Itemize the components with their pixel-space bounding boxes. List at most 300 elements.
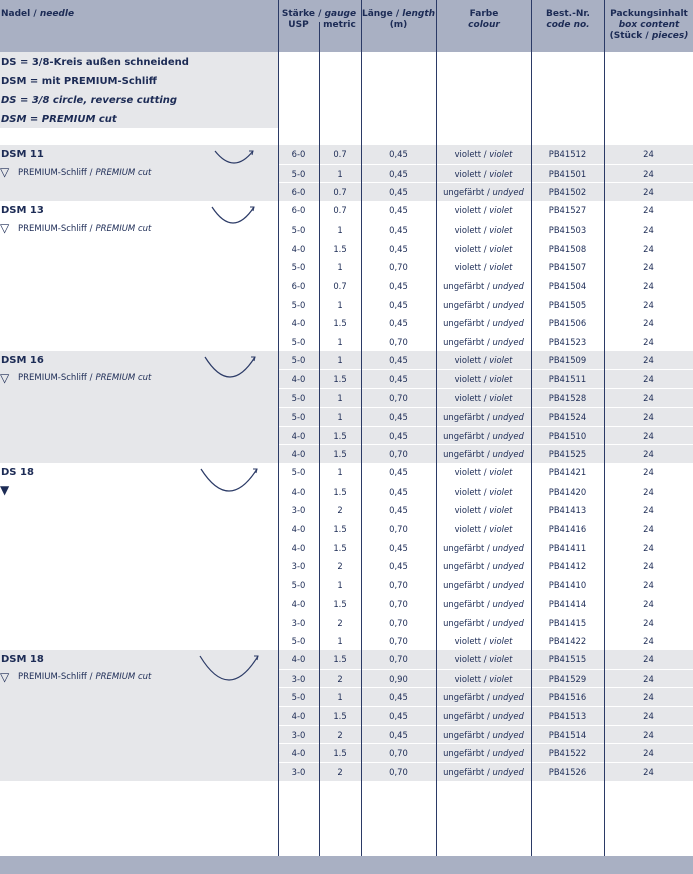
box-content-cell: 24: [643, 149, 654, 159]
legend-line: DSM = PREMIUM cut: [1, 114, 117, 125]
usp-cell: 4-0: [291, 243, 306, 254]
code-cell: PB41510: [548, 430, 587, 441]
needle-subtitle: [0, 483, 14, 497]
colour-separator: /: [484, 411, 493, 422]
table-row: [278, 276, 693, 295]
box-content-cell: 24: [643, 653, 654, 664]
colour-separator: /: [481, 466, 490, 477]
usp-cell: 5-0: [291, 299, 306, 310]
length-cell: 0,45: [389, 711, 408, 721]
colour-en: undyed: [492, 692, 524, 703]
colour-de: violett: [454, 262, 482, 273]
colour-separator: /: [481, 262, 490, 273]
table-row: [278, 594, 693, 613]
table-row: [278, 257, 693, 276]
needle-subtitle-de: PREMIUM-Schliff /: [18, 373, 93, 384]
colour-de: ungefärbt: [443, 748, 485, 759]
needle-name: DS 18: [1, 466, 34, 478]
colour-de: ungefärbt: [443, 580, 485, 591]
length-cell: 0,45: [389, 354, 408, 365]
colour-de: violett: [454, 168, 482, 179]
length-cell: 0,70: [389, 449, 408, 460]
table-row: [278, 426, 693, 445]
box-content-cell: 24: [643, 466, 654, 477]
usp-cell: 3-0: [291, 729, 306, 740]
colour-separator: /: [481, 205, 490, 216]
code-cell: PB41420: [548, 486, 587, 497]
usp-cell: 4-0: [291, 598, 306, 609]
colour-cell: [436, 670, 531, 689]
code-cell: PB41416: [548, 524, 587, 534]
colour-cell: [436, 483, 531, 502]
colour-cell: [436, 183, 531, 202]
metric-cell: 0.7: [333, 187, 347, 198]
code-cell: PB41516: [548, 692, 587, 703]
column-divider: [531, 0, 532, 856]
colour-cell: [436, 688, 531, 707]
colour-separator: /: [481, 374, 490, 385]
colour-de: ungefärbt: [443, 542, 485, 553]
colour-separator: /: [481, 486, 490, 497]
length-cell: 0,70: [389, 580, 408, 591]
colour-separator: /: [481, 224, 490, 235]
colour-separator: /: [484, 598, 493, 609]
code-cell: PB41523: [548, 337, 587, 347]
metric-cell: 1: [337, 354, 343, 365]
colour-cell: [436, 632, 531, 651]
code-cell: PB41503: [548, 224, 587, 235]
usp-cell: 5-0: [291, 168, 306, 179]
table-row: [278, 613, 693, 632]
colour-de: ungefärbt: [443, 767, 485, 778]
table-row: [278, 239, 693, 258]
box-content-cell: 24: [643, 205, 654, 216]
colour-de: ungefärbt: [443, 561, 485, 572]
colour-separator: /: [484, 748, 493, 759]
code-cell: PB41524: [548, 411, 587, 422]
metric-cell: 1: [337, 224, 343, 235]
table-row: [278, 556, 693, 575]
metric-cell: 1.5: [333, 243, 347, 254]
length-cell: 0,70: [389, 598, 408, 609]
header-length: Länge / length (m): [361, 9, 436, 30]
needle-arc-icon: [199, 467, 259, 495]
table-row: [278, 706, 693, 725]
table-row: [278, 351, 693, 370]
colour-en: violet: [489, 205, 513, 216]
length-cell: 0,45: [389, 729, 408, 740]
colour-cell: [436, 296, 531, 315]
colour-de: violett: [454, 524, 482, 534]
colour-en: violet: [489, 486, 513, 497]
colour-en: violet: [489, 243, 513, 254]
table-row: [278, 444, 693, 463]
code-cell: PB41414: [548, 598, 587, 609]
colour-en: undyed: [492, 430, 524, 441]
usp-cell: 3-0: [291, 767, 306, 778]
colour-en: undyed: [492, 280, 524, 291]
box-content-cell: 24: [643, 561, 654, 572]
box-content-cell: 24: [643, 299, 654, 310]
usp-cell: 3-0: [291, 561, 306, 572]
usp-cell: 3-0: [291, 617, 306, 628]
header-box-content: Packungsinhalt box content (Stück / pieces): [609, 9, 689, 41]
metric-cell: 2: [337, 729, 343, 740]
colour-cell: [436, 576, 531, 595]
length-cell: 0,70: [389, 767, 408, 778]
box-content-cell: 24: [643, 729, 654, 740]
metric-cell: 2: [337, 673, 343, 684]
usp-cell: 4-0: [291, 542, 306, 553]
colour-de: violett: [454, 393, 482, 404]
usp-cell: 4-0: [291, 430, 306, 441]
usp-cell: 5-0: [291, 224, 306, 235]
box-content-cell: 24: [643, 168, 654, 179]
code-cell: PB41515: [548, 653, 587, 664]
colour-de: ungefärbt: [443, 299, 485, 310]
box-content-cell: 24: [643, 243, 654, 254]
colour-en: violet: [489, 653, 513, 664]
needle-name: DSM 18: [1, 653, 44, 665]
usp-cell: 5-0: [291, 337, 306, 347]
box-content-cell: 24: [643, 542, 654, 553]
code-cell: PB41501: [548, 168, 587, 179]
box-content-cell: 24: [643, 580, 654, 591]
metric-cell: 1: [337, 299, 343, 310]
colour-de: violett: [454, 505, 482, 516]
length-cell: 0,45: [389, 466, 408, 477]
code-cell: PB41412: [548, 561, 587, 572]
colour-de: ungefärbt: [443, 449, 485, 460]
table-row: [278, 220, 693, 239]
colour-de: ungefärbt: [443, 280, 485, 291]
box-content-cell: 24: [643, 280, 654, 291]
code-cell: PB41522: [548, 748, 587, 759]
colour-cell: [436, 258, 531, 277]
length-cell: 0,45: [389, 280, 408, 291]
length-cell: 0,45: [389, 411, 408, 422]
code-cell: PB41505: [548, 299, 587, 310]
colour-separator: /: [484, 542, 493, 553]
colour-separator: /: [481, 168, 490, 179]
table-row: [278, 725, 693, 744]
box-content-cell: 24: [643, 411, 654, 422]
metric-cell: 2: [337, 561, 343, 572]
colour-de: violett: [454, 636, 482, 647]
colour-en: violet: [489, 505, 513, 516]
colour-separator: /: [481, 524, 490, 534]
table-row: [278, 575, 693, 594]
length-cell: 0,45: [389, 561, 408, 572]
triangle-icon: ▽: [0, 221, 10, 236]
usp-cell: 5-0: [291, 636, 306, 647]
code-cell: PB41509: [548, 354, 587, 365]
code-cell: PB41528: [548, 393, 587, 404]
colour-cell: [436, 351, 531, 370]
metric-cell: 1: [337, 636, 343, 647]
metric-cell: 1.5: [333, 430, 347, 441]
colour-cell: [436, 539, 531, 558]
box-content-cell: 24: [643, 486, 654, 497]
table-row: [278, 762, 693, 781]
box-content-cell: 24: [643, 430, 654, 441]
box-content-cell: 24: [643, 354, 654, 365]
code-cell: PB41511: [548, 374, 587, 385]
colour-en: violet: [489, 149, 513, 159]
colour-cell: [436, 726, 531, 745]
length-cell: 0,45: [389, 224, 408, 235]
colour-separator: /: [484, 280, 493, 291]
colour-de: ungefärbt: [443, 598, 485, 609]
needle-name: DSM 16: [1, 354, 44, 366]
needle-subtitle: [0, 371, 151, 385]
needle-arc-icon: [198, 654, 260, 684]
colour-de: violett: [454, 224, 482, 235]
colour-de: ungefärbt: [443, 617, 485, 628]
legend-line: DSM = mit PREMIUM-Schliff: [1, 76, 157, 87]
header-needle: Nadel / needle: [1, 9, 75, 19]
length-cell: 0,45: [389, 430, 408, 441]
table-row: [278, 407, 693, 426]
colour-cell: [436, 445, 531, 464]
usp-cell: 5-0: [291, 411, 306, 422]
colour-de: ungefärbt: [443, 711, 485, 721]
usp-cell: 4-0: [291, 653, 306, 664]
usp-cell: 5-0: [291, 262, 306, 273]
colour-cell: [436, 650, 531, 669]
usp-cell: 4-0: [291, 486, 306, 497]
length-cell: 0,45: [389, 299, 408, 310]
length-cell: 0,45: [389, 187, 408, 198]
usp-cell: 5-0: [291, 466, 306, 477]
legend-line: DS = 3/8-Kreis außen schneidend: [1, 57, 189, 68]
box-content-cell: 24: [643, 617, 654, 628]
colour-en: undyed: [492, 337, 524, 347]
triangle-icon: ▽: [0, 165, 10, 179]
length-cell: 0,45: [389, 542, 408, 553]
length-cell: 0,45: [389, 149, 408, 159]
colour-en: violet: [489, 354, 513, 365]
table-row: [278, 182, 693, 201]
needle-arc-icon: [210, 205, 256, 227]
usp-cell: 3-0: [291, 505, 306, 516]
metric-cell: 2: [337, 767, 343, 778]
colour-en: undyed: [492, 767, 524, 778]
colour-cell: [436, 463, 531, 482]
needle-subtitle: [0, 165, 151, 179]
header-gauge: Stärke / gauge USP metric: [281, 9, 357, 30]
colour-en: undyed: [492, 542, 524, 553]
colour-en: violet: [489, 524, 513, 534]
colour-separator: /: [481, 673, 490, 684]
code-cell: PB41507: [548, 262, 587, 273]
needle-name: DSM 11: [1, 149, 44, 160]
needle-subtitle-de: PREMIUM-Schliff /: [18, 672, 93, 683]
box-content-cell: 24: [643, 767, 654, 778]
triangle-icon: ▽: [0, 370, 10, 385]
colour-separator: /: [484, 617, 493, 628]
metric-cell: 1: [337, 411, 343, 422]
colour-separator: /: [484, 767, 493, 778]
table-row: [278, 650, 693, 669]
metric-cell: 2: [337, 505, 343, 516]
metric-cell: 1.5: [333, 653, 347, 664]
metric-cell: 1.5: [333, 374, 347, 385]
colour-de: violett: [454, 205, 482, 216]
code-cell: PB41514: [548, 729, 587, 740]
colour-en: violet: [489, 224, 513, 235]
length-cell: 0,70: [389, 262, 408, 273]
needle-subtitle-en: PREMIUM cut: [95, 167, 152, 178]
code-cell: PB41410: [548, 580, 587, 591]
box-content-cell: 24: [643, 374, 654, 385]
colour-cell: [436, 277, 531, 296]
colour-en: violet: [489, 168, 513, 179]
length-cell: 0,45: [389, 374, 408, 385]
metric-cell: 1.5: [333, 711, 347, 721]
colour-cell: [436, 145, 531, 164]
colour-en: violet: [489, 262, 513, 273]
box-content-cell: 24: [643, 393, 654, 404]
colour-separator: /: [484, 449, 493, 460]
colour-separator: /: [481, 393, 490, 404]
length-cell: 0,70: [389, 393, 408, 404]
colour-separator: /: [484, 318, 493, 329]
box-content-cell: 24: [643, 337, 654, 347]
needle-name: DSM 13: [1, 205, 44, 217]
usp-cell: 4-0: [291, 711, 306, 721]
length-cell: 0,45: [389, 486, 408, 497]
colour-separator: /: [484, 187, 493, 198]
colour-de: ungefärbt: [443, 692, 485, 703]
colour-en: violet: [489, 393, 513, 404]
needle-subtitle: [0, 221, 151, 235]
usp-cell: 5-0: [291, 580, 306, 591]
table-row: [278, 687, 693, 706]
colour-de: violett: [454, 354, 482, 365]
length-cell: 0,90: [389, 673, 408, 684]
usp-cell: 4-0: [291, 318, 306, 329]
box-content-cell: 24: [643, 318, 654, 329]
box-content-cell: 24: [643, 505, 654, 516]
colour-cell: [436, 501, 531, 520]
colour-de: violett: [454, 653, 482, 664]
metric-cell: 1.5: [333, 318, 347, 329]
colour-de: violett: [454, 243, 482, 254]
length-cell: 0,45: [389, 505, 408, 516]
length-cell: 0,70: [389, 337, 408, 347]
metric-cell: 1: [337, 692, 343, 703]
colour-de: violett: [454, 149, 482, 159]
needle-subtitle-de: PREMIUM-Schliff /: [18, 223, 93, 234]
metric-cell: 1.5: [333, 542, 347, 553]
colour-en: undyed: [492, 299, 524, 310]
colour-separator: /: [481, 653, 490, 664]
colour-cell: [436, 614, 531, 633]
colour-en: undyed: [492, 318, 524, 329]
colour-en: violet: [489, 466, 513, 477]
needle-subtitle-de: PREMIUM-Schliff /: [18, 167, 93, 178]
column-divider: [436, 0, 437, 856]
usp-cell: 4-0: [291, 374, 306, 385]
colour-en: undyed: [492, 617, 524, 628]
metric-cell: 0.7: [333, 149, 347, 159]
metric-cell: 1.5: [333, 486, 347, 497]
colour-en: undyed: [492, 187, 524, 198]
colour-cell: [436, 744, 531, 763]
colour-de: ungefärbt: [443, 729, 485, 740]
colour-en: violet: [489, 673, 513, 684]
length-cell: 0,70: [389, 653, 408, 664]
table-row: [278, 482, 693, 501]
colour-separator: /: [484, 729, 493, 740]
colour-en: undyed: [492, 729, 524, 740]
colour-cell: [436, 408, 531, 427]
code-cell: PB41415: [548, 617, 587, 628]
header-code: Best.-Nr. code no.: [546, 9, 590, 30]
box-content-cell: 24: [643, 449, 654, 460]
table-row: [278, 631, 693, 650]
metric-cell: 0.7: [333, 280, 347, 291]
colour-cell: [436, 314, 531, 333]
code-cell: PB41413: [548, 505, 587, 516]
metric-cell: 1: [337, 580, 343, 591]
colour-en: undyed: [492, 449, 524, 460]
table-row: [278, 500, 693, 519]
table-row: [278, 201, 693, 220]
colour-de: violett: [454, 466, 482, 477]
colour-de: ungefärbt: [443, 337, 485, 347]
colour-separator: /: [484, 299, 493, 310]
header-colour: Farbe colour: [468, 9, 500, 30]
legend-box: [0, 52, 278, 128]
colour-separator: /: [481, 354, 490, 365]
table-row: [278, 538, 693, 557]
metric-cell: 0.7: [333, 205, 347, 216]
colour-separator: /: [484, 337, 493, 347]
colour-en: undyed: [492, 748, 524, 759]
colour-cell: [436, 221, 531, 240]
metric-cell: 1: [337, 262, 343, 273]
needle-arc-icon: [213, 149, 255, 167]
colour-de: violett: [454, 374, 482, 385]
code-cell: PB41526: [548, 767, 587, 778]
usp-cell: 6-0: [291, 205, 306, 216]
table-row: [278, 332, 693, 351]
metric-cell: 2: [337, 617, 343, 628]
box-content-cell: 24: [643, 692, 654, 703]
colour-en: undyed: [492, 598, 524, 609]
usp-cell: 6-0: [291, 280, 306, 291]
colour-en: violet: [489, 374, 513, 385]
code-cell: PB41529: [548, 673, 587, 684]
colour-en: undyed: [492, 580, 524, 591]
needle-subtitle: [0, 670, 151, 684]
usp-cell: 6-0: [291, 149, 306, 159]
colour-cell: [436, 520, 531, 539]
table-row: [278, 388, 693, 407]
code-cell: PB41411: [548, 542, 587, 553]
length-cell: 0,70: [389, 748, 408, 759]
legend-line: DS = 3/8 circle, reverse cutting: [1, 95, 178, 106]
colour-en: undyed: [492, 711, 524, 721]
colour-cell: [436, 201, 531, 220]
code-cell: PB41525: [548, 449, 587, 460]
colour-de: ungefärbt: [443, 187, 485, 198]
length-cell: 0,70: [389, 636, 408, 647]
usp-cell: 4-0: [291, 748, 306, 759]
footer-bar: [0, 856, 693, 874]
